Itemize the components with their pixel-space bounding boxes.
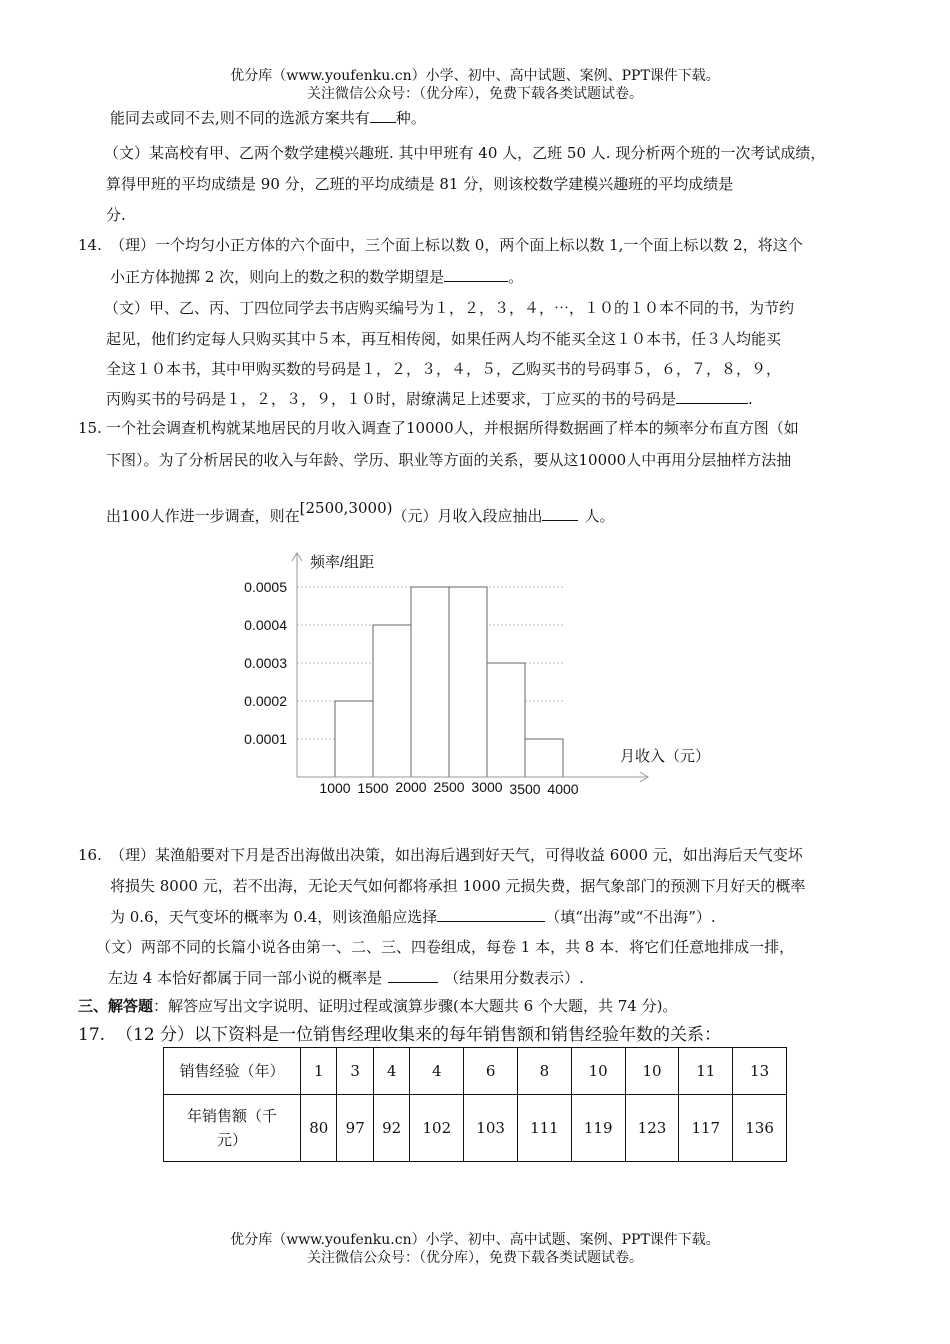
y-tick-label: 0.0001: [244, 731, 287, 747]
q16-wen-line-2: [108, 968, 584, 988]
q15-line-3-suffix: 人。: [584, 507, 615, 525]
y-tick-label: 0.0005: [244, 579, 287, 595]
table-row-sales: [164, 1095, 787, 1162]
q15-line-1: 一个社会调查机构就某地居民的月收入调查了10000人，并根据所得数据画了样本的频率分布直方图（如: [106, 419, 799, 437]
q15-line-3: [106, 499, 615, 526]
q16-wen-line-1: （文）两部不同的长篇小说各由第一、二、三、四卷组成，每卷 1 本，共 8 本．将它们任意地排成一排，: [96, 938, 795, 956]
x-axis-label: 月收入（元）: [620, 748, 711, 765]
table-row-experience: [164, 1048, 787, 1095]
q13-wen-text: 算得甲班的平均成绩是 90 分，乙班的平均成绩是 81 分，则该校数学建模兴趣班的平均成绩是: [106, 175, 734, 193]
table-cell: 13: [733, 1048, 787, 1095]
page-footer-line-1: 优分库（www.youfenku.cn）小学、初中、高中试题、案例、PPT课件下载。: [230, 1232, 720, 1248]
q13-cont-text: 能同去或同不去,则不同的选派方案共有: [110, 109, 370, 127]
y-tick-label: 0.0004: [244, 617, 287, 633]
histogram-bar: [411, 587, 449, 777]
q15-number: 15.: [78, 419, 102, 437]
q14-wen-line-4: [106, 389, 753, 409]
histogram-bar: [373, 625, 411, 777]
table-cell: 103: [464, 1095, 518, 1162]
histogram-bar: [449, 587, 487, 777]
q13-wen-line-3: 分.: [106, 206, 126, 224]
answer-blank: [676, 389, 748, 404]
table-cell: 10: [571, 1048, 625, 1095]
table-cell: 11: [679, 1048, 733, 1095]
q14-li-line-1: （理）一个均匀小正方体的六个面中，三个面上标以数 0，两个面上标以数 1,一个面上标以数 2，将这个: [110, 236, 803, 254]
q16-wen-text: 左边 4 本恰好都属于同一部小说的概率是: [108, 969, 383, 987]
table-cell: 117: [679, 1095, 733, 1162]
q14-wen-line-1: （文）甲、乙、丙、丁四位同学去书店购买编号为１，２，３，４，⋯，１０的１０本不同的书，为节约: [104, 299, 795, 317]
page-footer-line-2: 关注微信公众号：（优分库），免费下载各类试题试卷。: [307, 1250, 643, 1266]
q14-li-line-2: [110, 267, 523, 287]
table-cell: 8: [518, 1048, 572, 1095]
q16-wen-suffix: （结果用分数表示）.: [444, 969, 584, 987]
x-tick-label: 3000: [471, 779, 503, 795]
frequency-histogram: [220, 545, 720, 805]
table-cell: 92: [373, 1095, 409, 1162]
answer-blank: [388, 968, 438, 983]
q16-li-line-1: （理）某渔船要对下月是否出海做出决策，如出海后遇到好天气，可得收益 6000 元，如出海后天气变坏: [110, 846, 803, 864]
q16-li-suffix: （填“出海”或“不出海”）.: [545, 908, 716, 926]
q16-li-text: 为 0.6，天气变坏的概率为 0.4，则该渔船应选择: [110, 908, 438, 926]
histogram-bar: [487, 663, 525, 777]
table-cell: 136: [733, 1095, 787, 1162]
x-tick-label: 1500: [357, 780, 389, 796]
q14-wen-line-2: 起见，他们约定每人只购买其中５本，再互相传阅，如果任两人均不能买全这１０本书，任３人均能买: [106, 330, 782, 348]
table-header-cell: 销售经验（年）: [164, 1048, 301, 1095]
q16-li-line-2: 将损失 8000 元，若不出海，无论天气如何都将承担 1000 元损失费，据气象部门的预测下月好天的概率: [110, 877, 806, 895]
x-tick-label: 1000: [319, 780, 351, 796]
q14-wen-text: 丙购买书的号码是１，２，３，９，１０时，尉缭满足上述要求，丁应买的书的号码是: [106, 390, 677, 408]
table-cell: 123: [625, 1095, 679, 1162]
table-cell: 111: [518, 1095, 572, 1162]
table-cell: 3: [337, 1048, 373, 1095]
answer-blank: [444, 267, 508, 282]
y-tick-label: 0.0003: [244, 655, 287, 671]
histogram-bar: [335, 701, 373, 777]
x-tick-label: 2000: [395, 779, 427, 795]
q13-cont-suffix: 种。: [395, 109, 426, 127]
q13-wen-line-2: [106, 174, 733, 194]
q14-li-text: 小正方体抛掷 2 次，则向上的数之积的数学期望是: [110, 268, 445, 286]
q15-line-3-text: 出100人作进一步调查，则在: [106, 507, 300, 525]
x-tick-label: 4000: [547, 781, 579, 797]
table-header-line: 元）: [216, 1131, 247, 1149]
table-cell: 1: [301, 1048, 337, 1095]
q15-line-3-mid: （元）月收入段应抽出: [392, 507, 543, 525]
table-cell: 97: [337, 1095, 373, 1162]
table-cell: 4: [373, 1048, 409, 1095]
x-tick-label: 2500: [433, 779, 465, 795]
table-cell: 6: [464, 1048, 518, 1095]
q14-wen-line-3: 全这１０本书，其中甲购买数的号码是１，２，３，４，５，乙购买书的号码事５，６，７，８，９，: [106, 360, 782, 378]
histogram-bar: [525, 739, 563, 777]
table-cell: 4: [410, 1048, 464, 1095]
q17-text: （12 分）以下资料是一位销售经理收集来的每年销售额和销售经验年数的关系：: [116, 1025, 722, 1045]
q17-number: 17.: [78, 1025, 106, 1045]
y-axis-label: 频率/组距: [310, 554, 375, 571]
y-tick-label: 0.0002: [244, 693, 287, 709]
q14-li-suffix: 。: [508, 268, 524, 286]
q16-li-line-3: [110, 907, 716, 927]
section-3-label: 三、解答题: [78, 997, 154, 1015]
sales-data-table: [163, 1047, 787, 1162]
q13-continuation: [110, 108, 426, 128]
table-cell: 102: [410, 1095, 464, 1162]
answer-blank: [542, 506, 578, 521]
section-3-text: ：解答应写出文字说明、证明过程或演算步骤(本大题共 6 个大题，共 74 分)。: [153, 997, 678, 1015]
page-header-line-1: 优分库（www.youfenku.cn）小学、初中、高中试题、案例、PPT课件下载。: [230, 68, 720, 84]
answer-blank: [437, 907, 545, 922]
table-cell: 10: [625, 1048, 679, 1095]
q14-number: 14.: [78, 236, 102, 254]
section-3-heading: [78, 996, 677, 1016]
q14-wen-suffix: .: [748, 390, 753, 408]
x-tick-label: 3500: [509, 781, 541, 797]
q13-wen-line-1: （文）某高校有甲、乙两个数学建模兴趣班. 其中甲班有 40 人，乙班 50 人. 现分析两个班的一次考试成绩，: [104, 144, 826, 162]
table-header-line: 年销售额（千: [186, 1107, 277, 1125]
q16-number: 16.: [78, 846, 102, 864]
table-header-cell: [164, 1095, 301, 1162]
table-cell: 80: [301, 1095, 337, 1162]
table-cell: 119: [571, 1095, 625, 1162]
interval-math: [2500,3000): [299, 499, 393, 517]
answer-blank: [370, 108, 396, 123]
page-header-line-2: 关注微信公众号：（优分库），免费下载各类试题试卷。: [307, 86, 643, 102]
q15-line-2: 下图）。为了分析居民的收入与年龄、学历、职业等方面的关系，要从这10000人中再用分层抽样方法抽: [106, 451, 792, 469]
